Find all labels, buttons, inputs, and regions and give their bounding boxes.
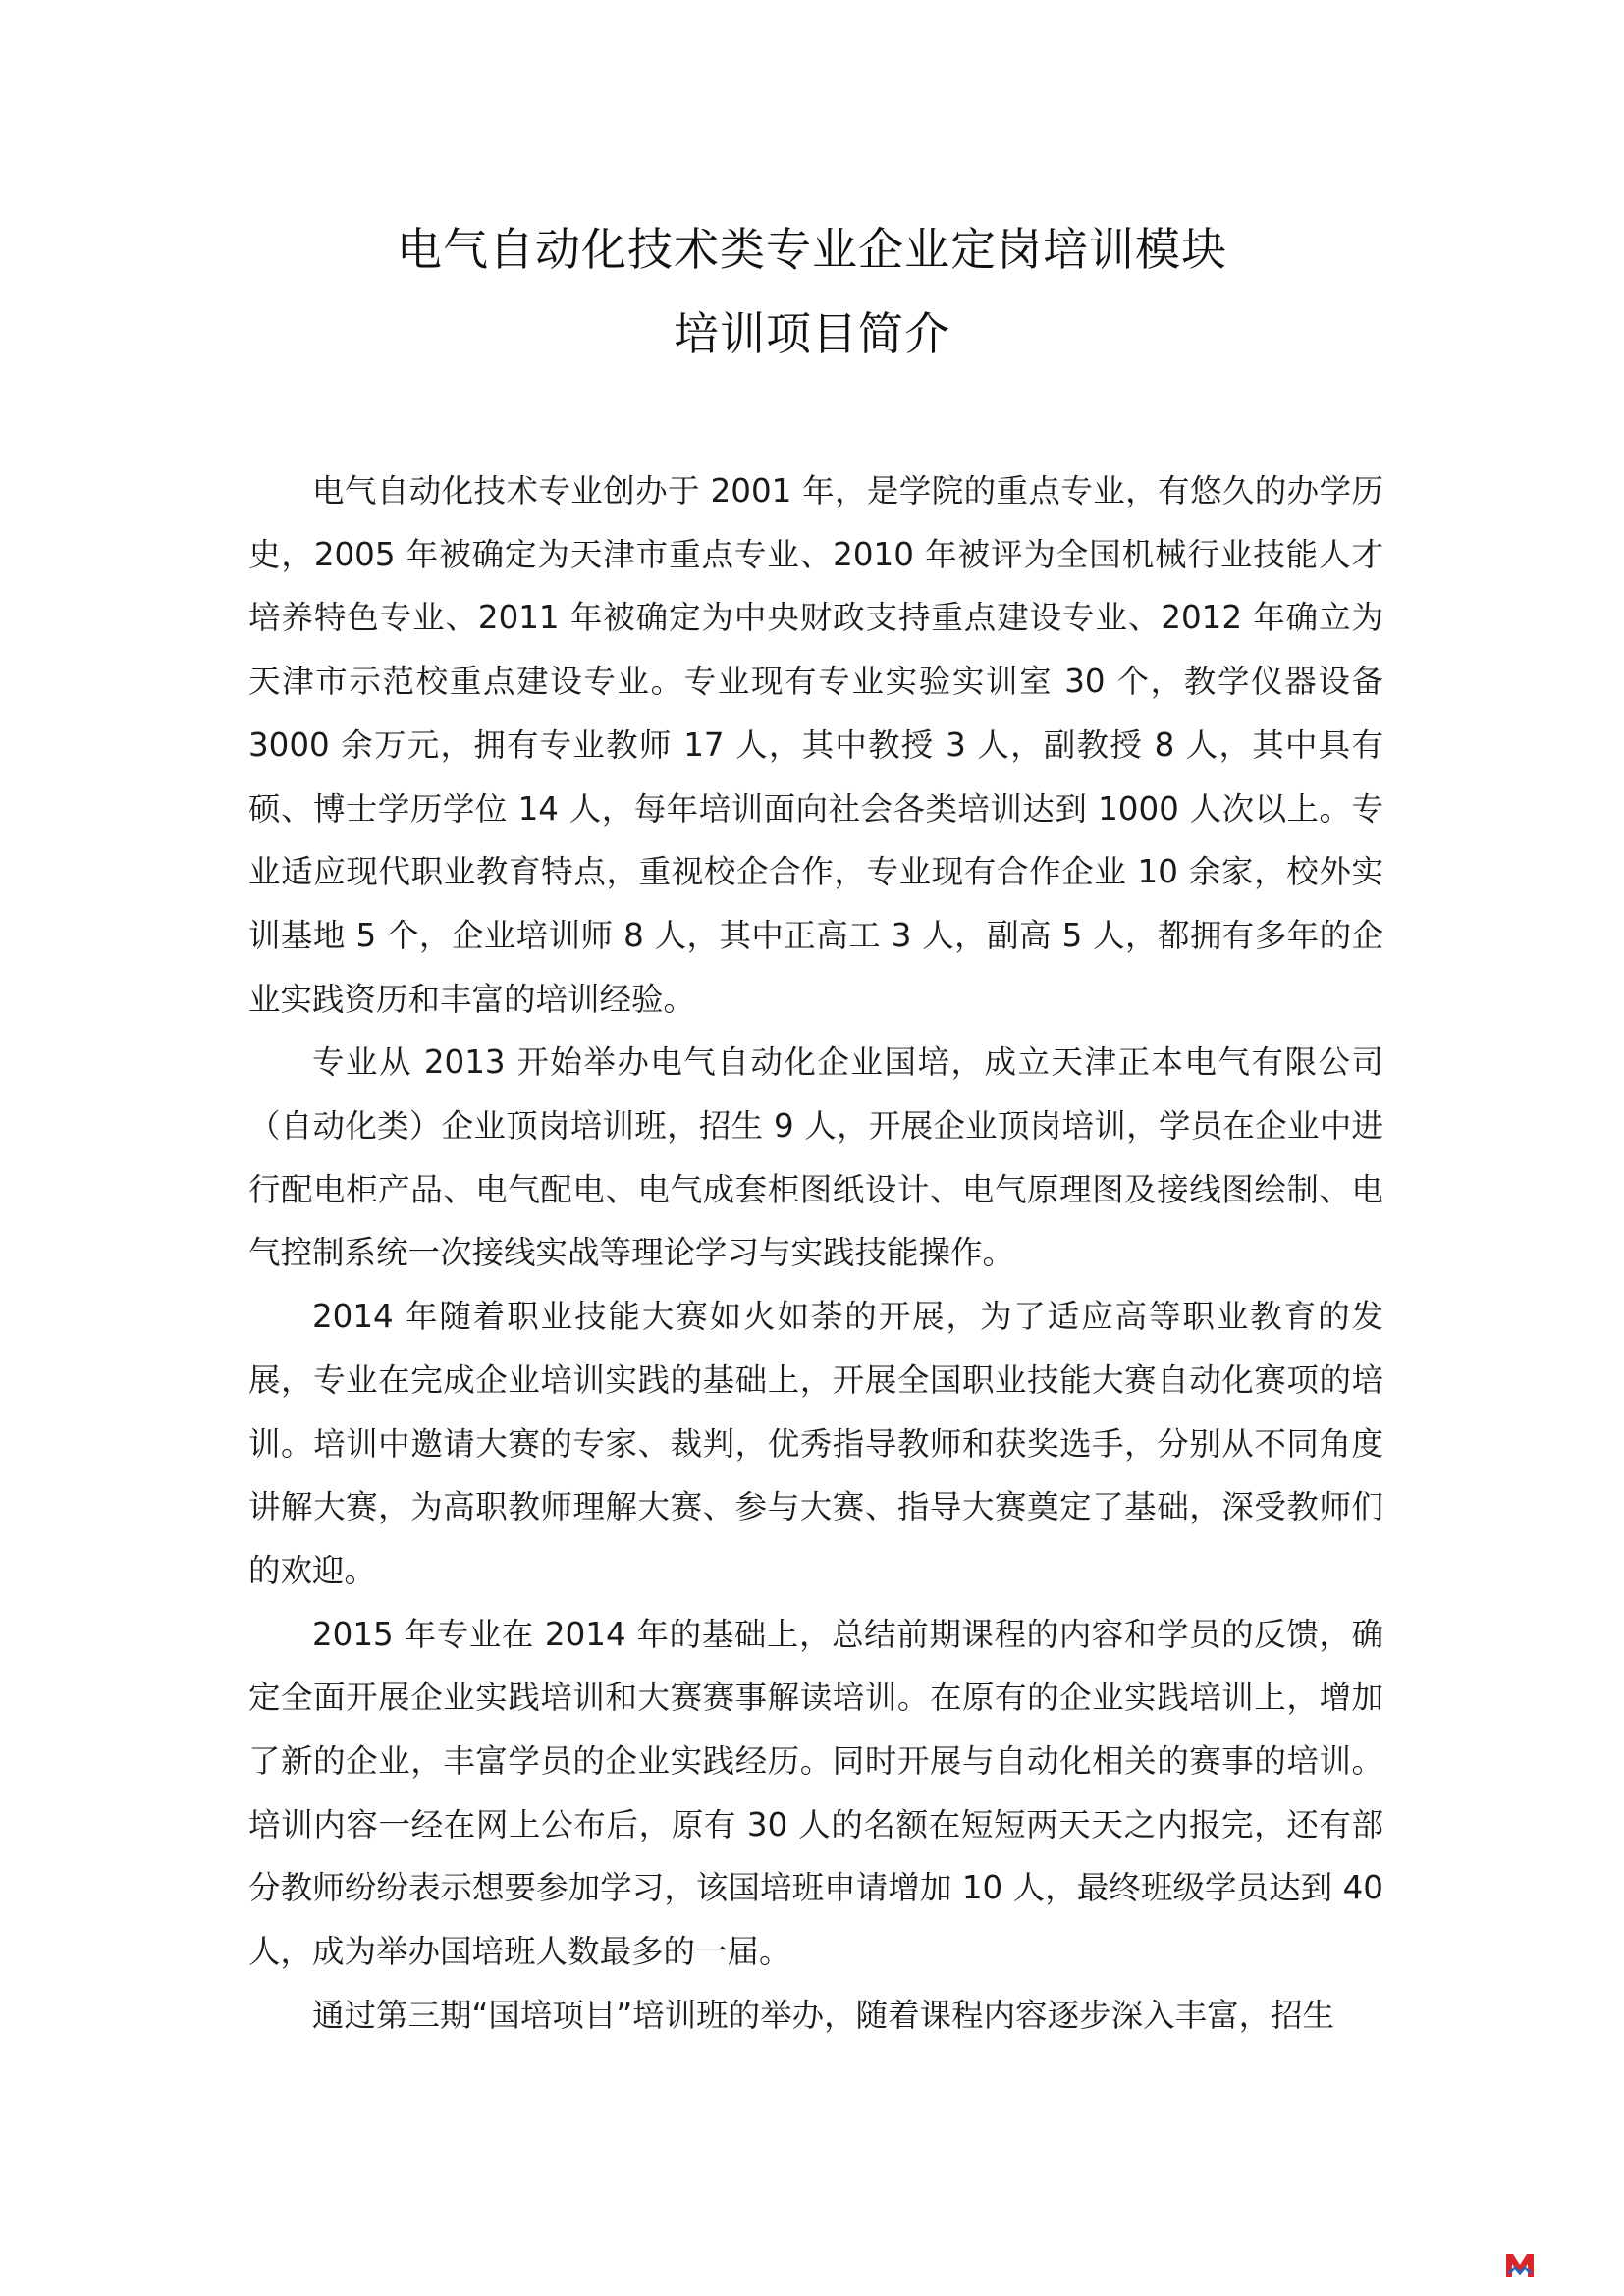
document-title-line1: 电气自动化技术类专业企业定岗培训模块 bbox=[397, 223, 1227, 276]
paragraph-4: 2015 年专业在 2014 年的基础上，总结前期课程的内容和学员的反馈，确定全面开展企业实践培训和大赛赛事解读培训。在原有的企业实践培训上，增加了新的企业，丰富学员的企业实践经历。同时开展与自动化相关的赛事的培训。培训内容一经在网上公布后，原有 30 人的名额在短短两天天之内报完，还有部分教师纷纷表示想要参加学习，该国培班申请增加 10 人，最终班级学员达到 40 人，成为举办国培班人数最多的一届。 bbox=[248, 1615, 1383, 1971]
document-body bbox=[248, 459, 1383, 2048]
paragraph-2: 专业从 2013 开始举办电气自动化企业国培，成立天津正本电气有限公司（自动化类）企业顶岗培训班，招生 9 人，开展企业顶岗培训，学员在企业中进行配电柜产品、电气配电、电气成套柜图纸设计、电气原理图及接线图绘制、电气控制系统一次接线实战等理论学习与实践技能操作。 bbox=[248, 1043, 1383, 1272]
m-watermark-logo-icon bbox=[1504, 2248, 1536, 2281]
paragraph-1: 电气自动化技术专业创办于 2001 年，是学院的重点专业，有悠久的办学历史，2005 年被确定为天津市重点专业、2010 年被评为全国机械行业技能人才培养特色专业、2011 年被确定为中央财政支持重点建设专业、2012 年确立为天津市示范校重点建设专业。专业现有专业实验实训室 30 个，教学仪器设备 3000 余万元，拥有专业教师 17 人，其中教授 3 人，副教授 8 人，其中具有硕、博士学历学位 14 人，每年培训面向社会各类培训达到 1000 人次以上。专业适应现代职业教育特点，重视校企合作，专业现有合作企业 10 余家，校外实训基地 5 个，企业培训师 8 人，其中正高工 3 人，副高 5 人，都拥有多年的企业实践资历和丰富的培训经验。 bbox=[248, 472, 1383, 1018]
paragraph-5: 通过第三期“国培项目”培训班的举办，随着课程内容逐步深入丰富，招生 bbox=[312, 1996, 1335, 2034]
paragraph-3: 2014 年随着职业技能大赛如火如荼的开展，为了适应高等职业教育的发展，专业在完成企业培训实践的基础上，开展全国职业技能大赛自动化赛项的培训。培训中邀请大赛的专家、裁判，优秀指导教师和获奖选手，分别从不同角度讲解大赛，为高职教师理解大赛、参与大赛、指导大赛奠定了基础，深受教师们的欢迎。 bbox=[248, 1298, 1383, 1589]
document-title-line2: 培训项目简介 bbox=[674, 307, 950, 360]
